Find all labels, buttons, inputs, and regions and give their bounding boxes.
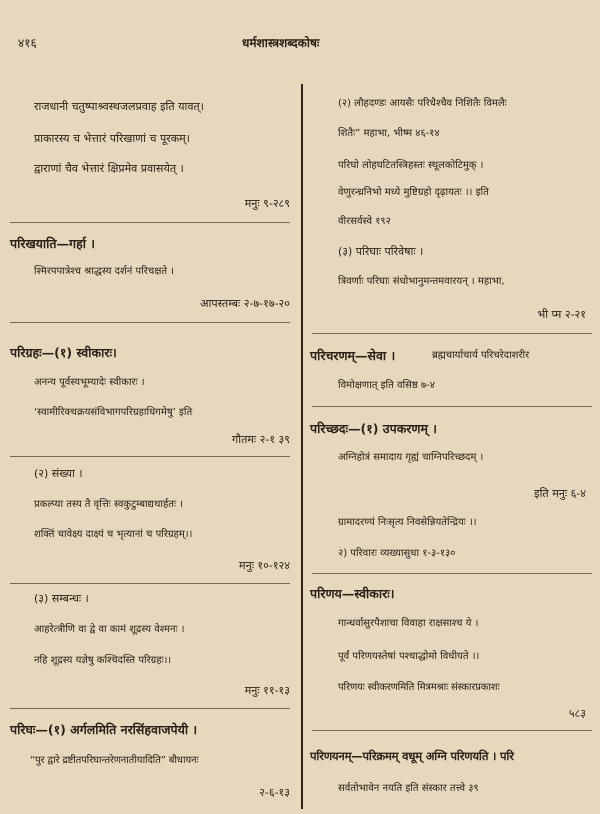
text-line: परिणयः स्वीकरणमिति मित्रमश्राः संस्कारप्रकाशः [338,682,500,693]
citation: मनुः ९-२८९ [244,197,290,210]
sense-heading: (३) सम्बन्धः । [34,592,89,605]
sense-heading: (२) संख्या । [34,467,83,480]
text-line: वेणुरन्ध्रनिभो मध्ये मुष्टिग्रहो दृढ़ायतः ।। इति [338,187,489,198]
text-line: शक्तिं चावेक्ष्य दाक्ष्यं च भृत्यानां च परिग्रहम्।। [34,529,193,540]
text-line: ग्रामादरण्यं निःसृत्य निवसेन्नियतेन्द्रियः ।। [338,517,477,528]
text-line: विमोक्षणात् इति वसिष्ठ ७-४ [338,380,435,391]
entry-headword: परिणयनम्—परिक्रमम् वधूम् अग्नि परिणयति । परि [310,749,514,763]
text-line: त्रिवर्णाः परिघाः संधोभानुमन्तमवारयन् । महाभा, [338,276,505,287]
text-line: शितैः” महाभा, भीष्म ४६-१४ [338,128,440,139]
entry-headword: परिचरणम्—सेवा । [310,348,396,363]
citation: आपस्तम्बः २-७-१७-२० [200,297,290,310]
entry-headword: परिघः—(१) अर्गलमिति नरसिंहवाजपेयी । [10,722,198,737]
entry-headword: परिखयाति—गर्हा । [10,236,96,251]
citation: मनुः १०-१२४ [239,559,290,572]
entry-separator [10,456,290,457]
entry-separator [10,708,290,709]
text-line: गान्धर्वासुरपैशाचा विवाहा राक्षसाश्च ये । [338,618,479,629]
citation: इति मनुः ६-४ [534,487,586,500]
entry-headword: परिच्छदः—(१) उपकरणम् । [310,421,438,436]
entry-headword: परिग्रहः—(१) स्वीकारः। [10,345,117,360]
page-number: ४१६ [18,36,37,50]
text-line: श्मिरपपात्रेश्च श्राद्धस्य दर्शनं परिचक्षते । [34,266,175,277]
text-line: परिघो लोहघटितस्त्रिहस्तः स्थूलकोटिमुक् । [338,160,484,171]
entry-separator [10,322,290,323]
text-line: अनन्य पूर्वस्यभूम्यादेः स्वीकारः । [34,377,145,388]
text-line: सर्वतोभावेन नयति इति संस्कार तत्त्वे ३९ [338,783,479,794]
text-line: (२) लौहदण्डः आयसैः परिधैश्चैव निशितैः विमलैः [338,98,507,109]
citation: गौतमः २-१ ३९ [232,433,290,446]
text-line: आहरेत्त्रीणि वा द्वे वा कामं शूद्रस्य वेश्मनः । [34,624,185,635]
text-line: द्वाराणां चैव भेत्तारं क्षिप्रमेव प्रवासयेत् । [34,162,184,175]
entry-separator [312,730,592,731]
entry-separator [312,406,592,407]
citation: ५८३ [568,707,586,720]
entry-separator [312,333,592,334]
entry-separator [10,583,290,584]
text-line: ब्रह्मचार्याचार्य परिचरेदाशरीर [432,350,530,361]
column-divider [301,84,303,809]
text-line: ‘स्वामीरिक्थक्रयसंविभागपरिग्रहाधिगमेषु’ इति [34,407,193,418]
text-line: “पुर द्वारे द्रष्टीतपरिघान्तरेणनातीयादिति” बौधायनः [30,755,199,766]
text-line: प्रकल्प्या तस्य तै वृत्तिः स्वकुटुम्बाद्यथार्हतः । [34,499,183,510]
text-line: २) परिवारः व्यख्यासुधा १-३-१३० [338,548,456,559]
sense-heading: (३) परिघाः परिवेषाः । [338,245,424,258]
citation: मनुः ११-१३ [244,684,290,697]
text-line: नहि शूद्रस्य यज्ञेषु कश्चिदस्ति परिग्रहः।। [34,655,172,666]
page-title: धर्मशास्त्रशब्दकोषः [242,36,320,50]
text-line: प्राकारस्य च भेत्तारं परिखाणां च पूरकम्। [34,132,190,145]
citation: भी प्म २-२१ [537,308,586,321]
text-line: पूर्वं परिणयस्तेषां पश्चाद्धोमो विधीयते ।। [338,651,480,662]
text-line: राजधानी चतुष्पाश्र्वस्थजलप्रवाह इति यावत्। [34,100,204,113]
entry-separator [10,222,290,223]
text-line: वीरसर्वस्वे १९२ [338,216,391,227]
entry-separator [312,573,592,574]
citation: २-६-१३ [259,786,290,799]
text-line: अग्निहोत्रं समादाय गृह्यं चाग्निपरिच्छदम् । [338,452,484,463]
entry-headword: परिणय—स्वीकारः। [310,586,395,601]
